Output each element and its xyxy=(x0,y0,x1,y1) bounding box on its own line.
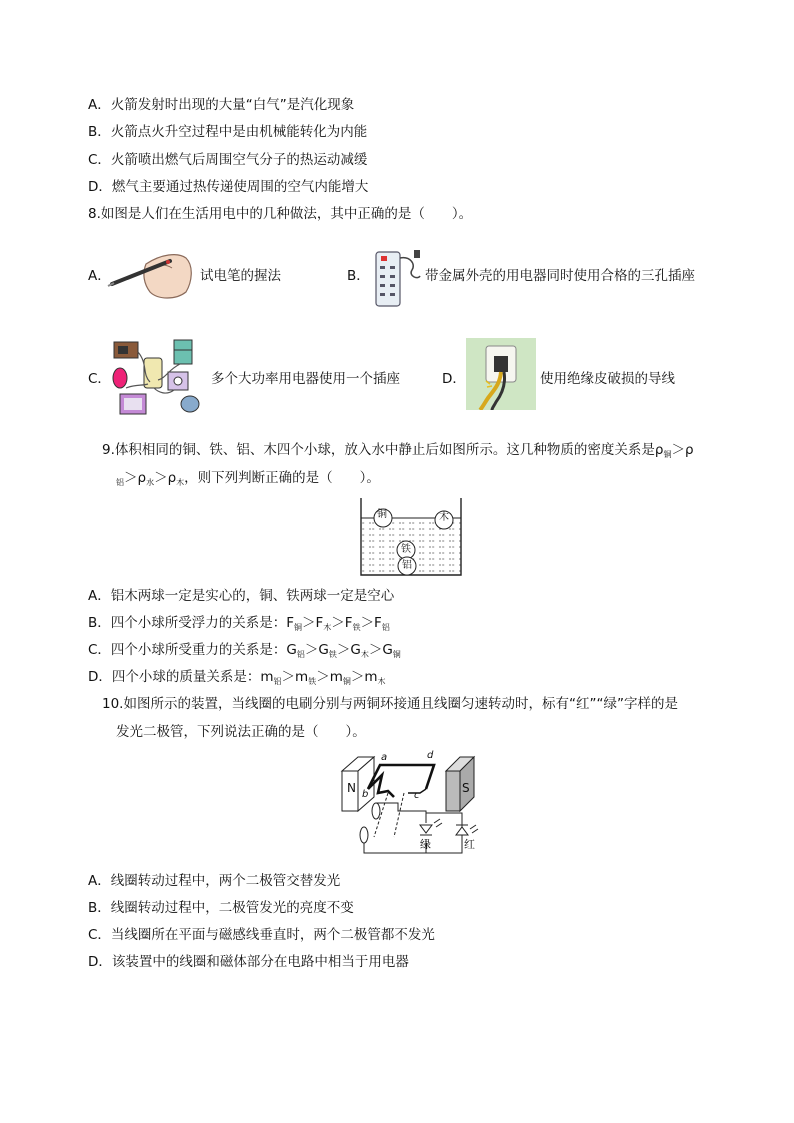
q9-option-c-op: ＞G xyxy=(336,642,361,658)
q7-option-c: C．火箭喷出燃气后周围空气分子的热运动减缓 xyxy=(88,152,368,168)
q9-option-c-prefix: C．四个小球所受重力的关系是：G xyxy=(88,642,297,658)
q9-option-b-sub: 铜 xyxy=(294,623,303,632)
coil-label-b: b xyxy=(362,789,369,800)
q9-option-d-sub: 铁 xyxy=(308,677,317,686)
coil-label-d: d xyxy=(427,750,434,761)
q7-option-a: A．火箭发射时出现的大量“白气”是汽化现象 xyxy=(88,97,355,113)
q9-option-b-op: ＞F xyxy=(302,615,324,631)
q7-option-b: B．火箭点火升空过程中是由机械能转化为内能 xyxy=(88,124,368,140)
damaged-wire-image xyxy=(466,338,536,410)
wood-ball-label: 木 xyxy=(439,512,449,523)
test-pen-image xyxy=(106,244,198,302)
q8-option-d-text: 使用绝缘皮破损的导线 xyxy=(540,371,675,387)
q8-option-a-letter: A． xyxy=(88,268,111,284)
q9-option-d-prefix: D．四个小球的质量关系是：m xyxy=(88,669,274,685)
copper-ball-label: 铜 xyxy=(377,509,387,520)
q9-sub-wood: 木 xyxy=(176,478,185,487)
overloaded-socket-image xyxy=(108,334,206,420)
q9-option-b-prefix: B．四个小球所受浮力的关系是：F xyxy=(88,615,295,631)
q9-option-d-sub: 木 xyxy=(377,677,386,686)
q9-option-b-sub: 铁 xyxy=(352,623,361,632)
q9-option-a: A．铝木两球一定是实心的，铜、铁两球一定是空心 xyxy=(88,588,395,604)
q10-stem-line-2: 发光二极管，下列说法正确的是（ ）。 xyxy=(116,724,366,740)
q10-option-a: A．线圈转动过程中，两个二极管交替发光 xyxy=(88,873,341,889)
q9-sub-aluminum: 铝 xyxy=(116,478,124,487)
q8-option-d-letter: D． xyxy=(442,371,466,387)
q8-option-c-letter: C． xyxy=(88,371,111,387)
q10-option-d: D．该装置中的线圈和磁体部分在电路中相当于用电器 xyxy=(88,954,409,970)
q9-option-b xyxy=(88,614,390,637)
q9-option-b-op: ＞F xyxy=(331,615,353,631)
q9-sub-water: 水 xyxy=(146,478,155,487)
q8-stem: 8.如图是人们在生活用电中的几种做法，其中正确的是（ ）。 xyxy=(88,206,473,222)
q9-stem-end-2: ，则下列判断正确的是（ ）。 xyxy=(184,470,380,486)
q9-stem-text-1: 9.体积相同的铜、铁、铝、木四个小球，放入水中静止后如图所示。这几种物质的密度关系是ρ xyxy=(102,442,664,458)
q10-stem-line-1: 10.如图所示的装置，当线圈的电刷分别与两铜环接通且线圈匀速转动时，标有“红”“绿”字样的是 xyxy=(102,696,678,712)
q9-option-d-sub: 铜 xyxy=(342,677,351,686)
q9-option-d-sub: 铝 xyxy=(273,677,282,686)
q9-option-c-sub: 铝 xyxy=(296,650,305,659)
q9-option-c-sub: 铁 xyxy=(328,650,337,659)
q8-option-b-text: 带金属外壳的用电器同时使用合格的三孔插座 xyxy=(425,268,695,284)
q9-stem-line-2 xyxy=(116,469,380,492)
q9-option-c-op: ＞G xyxy=(368,642,393,658)
q9-option-b-sub: 铝 xyxy=(381,623,390,632)
q8-option-c-text: 多个大功率用电器使用一个插座 xyxy=(211,371,400,387)
q9-option-c xyxy=(88,641,401,664)
q9-stem-end-1: ＞ρ xyxy=(671,442,694,458)
q9-option-b-sub: 木 xyxy=(323,623,332,632)
q9-option-c-sub: 木 xyxy=(360,650,369,659)
q10-option-c: C．当线圈所在平面与磁感线垂直时，两个二极管都不发光 xyxy=(88,927,435,943)
q10-option-b: B．线圈转动过程中，二极管发光的亮度不变 xyxy=(88,900,354,916)
q8-option-b-letter: B． xyxy=(347,268,370,284)
iron-ball-label: 铁 xyxy=(401,544,411,555)
q7-option-d: D．燃气主要通过热传递使周围的空气内能增大 xyxy=(88,179,369,195)
south-pole-label: S xyxy=(462,781,470,795)
q9-option-d-op: ＞m xyxy=(316,669,343,685)
q9-stem-line-1 xyxy=(102,441,694,464)
q8-option-a-text: 试电笔的握法 xyxy=(200,268,281,284)
q9-stem-mid-1: ＞ρ xyxy=(124,470,147,486)
q9-option-d-op: ＞m xyxy=(350,669,378,685)
green-led-label: 绿 xyxy=(420,838,431,851)
north-pole-label: N xyxy=(347,781,356,795)
power-strip-image xyxy=(368,246,424,308)
q9-option-d-op: ＞m xyxy=(281,669,309,685)
q9-option-c-op: ＞G xyxy=(304,642,329,658)
q9-stem-mid-2: ＞ρ xyxy=(154,470,177,486)
q9-option-d xyxy=(88,668,386,691)
coil-label-c: c xyxy=(414,790,420,801)
q9-option-b-op: ＞F xyxy=(360,615,382,631)
q9-sub-copper: 铜 xyxy=(663,450,672,459)
aluminum-ball-label: 铝 xyxy=(402,560,412,571)
q9-option-c-sub: 铜 xyxy=(392,650,401,659)
coil-label-a: a xyxy=(381,752,388,763)
red-led-label: 红 xyxy=(464,838,475,851)
